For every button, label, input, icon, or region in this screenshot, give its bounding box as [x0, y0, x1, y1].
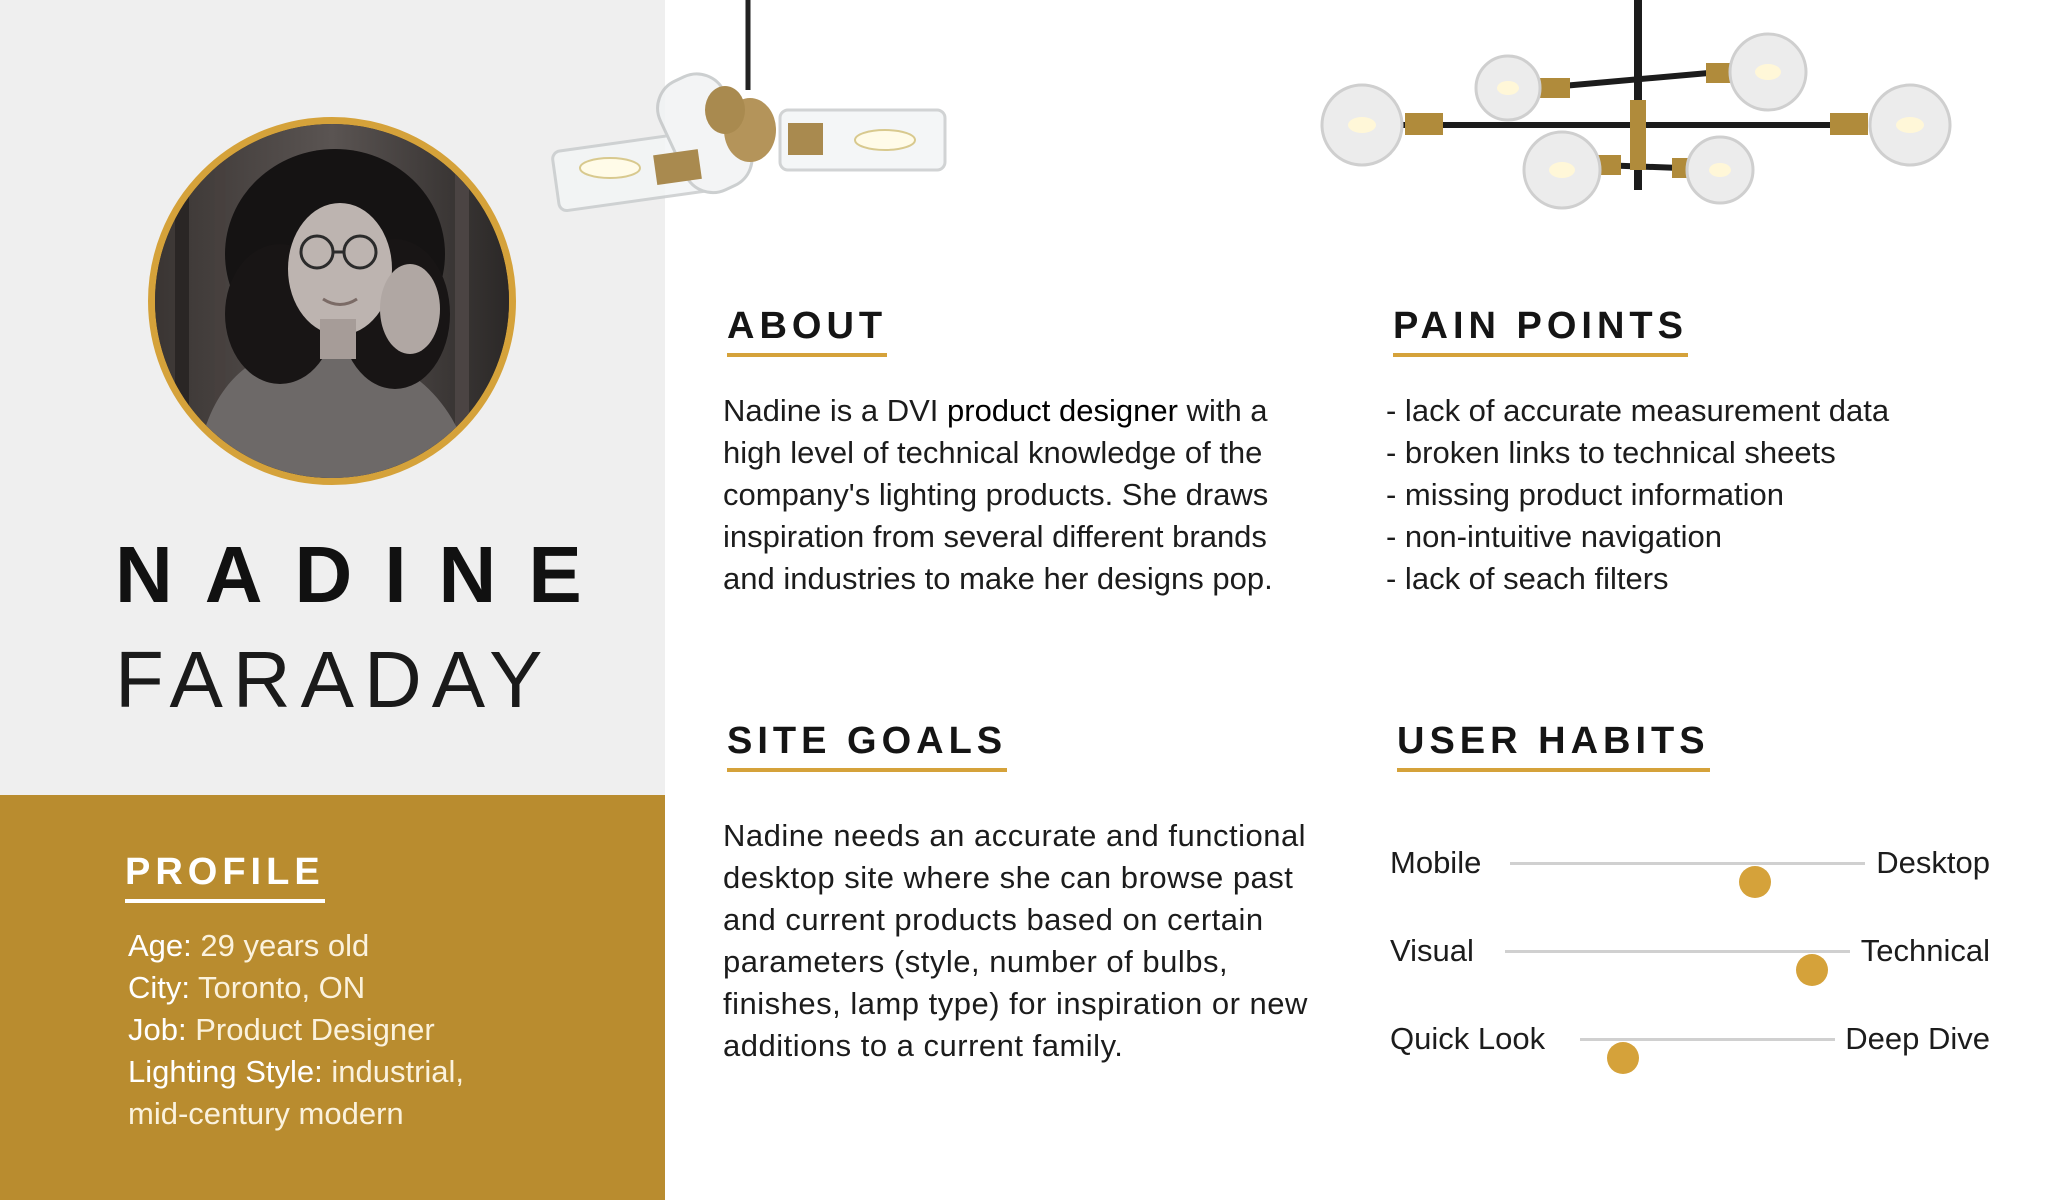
habit-left-label: Quick Look — [1390, 1021, 1546, 1056]
profile-item: mid-century modern — [128, 1096, 404, 1131]
sputnik-chandelier-icon — [1300, 0, 1960, 220]
site-goals-text: Nadine needs an accurate and functional desktop site where she can browse past and current products based on certain parameters (style, number of bulbs, finishes, lamp type) for inspiration or new additions to a current family. — [723, 818, 1308, 1063]
profile-item: Age: 29 years old — [128, 928, 370, 963]
slider-knob[interactable] — [1796, 954, 1828, 986]
habit-slider-quicklook-deepdive — [1390, 1019, 1990, 1059]
pain-points-list — [1386, 390, 1889, 600]
profile-heading: PROFILE — [125, 853, 325, 903]
site-goals-heading: SITE GOALS — [727, 722, 1007, 772]
slider-knob[interactable] — [1607, 1042, 1639, 1074]
first-name: NADINE — [115, 530, 614, 619]
habit-slider-visual-technical — [1390, 931, 1990, 971]
slider-track — [1505, 950, 1850, 953]
list-item: - lack of seach filters — [1386, 561, 1669, 596]
habit-left-label: Visual — [1390, 933, 1474, 968]
habit-slider-mobile-desktop — [1390, 843, 1990, 883]
profile-item: Job: Product Designer — [128, 1012, 435, 1047]
pain-points-heading: PAIN POINTS — [1393, 307, 1688, 357]
pendant-lamp-icon — [550, 0, 950, 220]
habit-right-label: Technical — [1860, 933, 1990, 968]
list-item: - lack of accurate measurement data — [1386, 393, 1890, 428]
profile-list — [128, 925, 628, 1135]
list-item: - missing product information — [1386, 477, 1784, 512]
list-item: - non-intuitive navigation — [1386, 519, 1723, 554]
about-heading: ABOUT — [727, 307, 887, 357]
portrait-photo-icon — [155, 124, 509, 478]
list-item: - broken links to technical sheets — [1386, 435, 1836, 470]
slider-track — [1580, 1038, 1835, 1041]
slider-knob[interactable] — [1739, 866, 1771, 898]
user-habits-heading: USER HABITS — [1397, 722, 1710, 772]
habit-right-label: Deep Dive — [1845, 1021, 1990, 1056]
profile-item: City: Toronto, ON — [128, 970, 366, 1005]
habit-right-label: Desktop — [1876, 845, 1990, 880]
about-text: Nadine is a DVI product designer with a high level of technical knowledge of the company's lighting products. She draws inspiration from several different brands and industries to make her designs pop. — [723, 393, 1273, 596]
avatar — [148, 117, 516, 485]
habit-left-label: Mobile — [1390, 845, 1482, 880]
profile-item: Lighting Style: industrial, — [128, 1054, 465, 1089]
last-name: FARADAY — [115, 635, 553, 724]
slider-track — [1510, 862, 1865, 865]
